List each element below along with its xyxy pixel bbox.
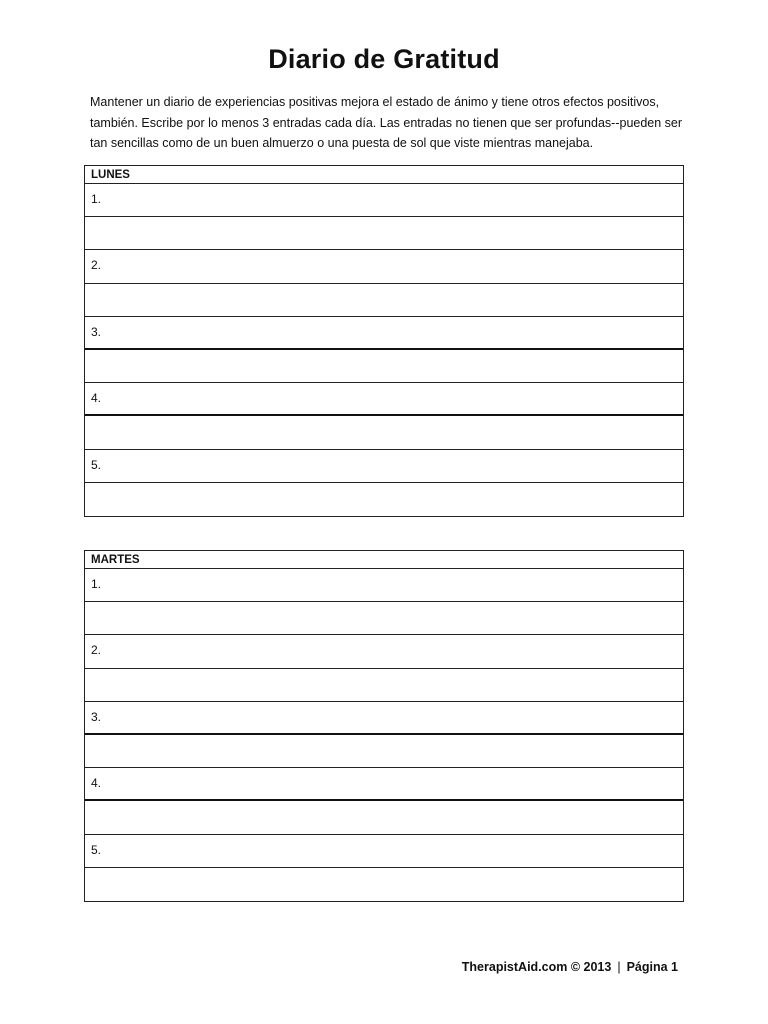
entry-line[interactable] xyxy=(85,735,683,768)
entry-row[interactable] xyxy=(85,317,683,350)
entry-line[interactable] xyxy=(85,801,683,834)
entry-row[interactable] xyxy=(85,835,683,868)
entry-row[interactable] xyxy=(85,635,683,668)
entry-line[interactable] xyxy=(85,416,683,449)
footer-page-number: Página 1 xyxy=(626,960,678,974)
entry-row[interactable] xyxy=(85,569,683,602)
footer-separator: | xyxy=(617,960,621,974)
entry-row[interactable] xyxy=(85,250,683,283)
entry-line[interactable] xyxy=(85,217,683,250)
entry-line[interactable] xyxy=(85,350,683,383)
entry-row[interactable] xyxy=(85,702,683,735)
entry-row[interactable] xyxy=(85,768,683,801)
entry-number: 5. xyxy=(91,842,102,857)
entry-number: 4. xyxy=(91,391,102,406)
entry-number: 1. xyxy=(91,192,102,206)
footer-site: TherapistAid.com © 2013 xyxy=(461,960,612,974)
entry-row[interactable] xyxy=(85,450,683,483)
entry-line[interactable] xyxy=(85,868,683,901)
entry-line[interactable] xyxy=(85,284,683,317)
entry-number: 1. xyxy=(91,577,102,591)
intro-paragraph: Mantener un diario de experiencias positivas mejora el estado de ánimo y tiene otros efectos positivos, también. Escribe por lo menos 3 entradas cada día. Las entradas no tienen que ser profundas--pueden ser tan sencillas como de un buen almuerzo o una puesta de sol que viste mientras manejaba. xyxy=(90,95,683,150)
day-header: LUNES xyxy=(85,166,683,184)
entry-number: 3. xyxy=(91,324,102,339)
entry-number: 2. xyxy=(91,258,102,273)
entry-row[interactable] xyxy=(85,383,683,416)
entry-number: 4. xyxy=(91,776,102,791)
entry-line[interactable] xyxy=(85,483,683,516)
entry-line[interactable] xyxy=(85,602,683,635)
entry-number: 3. xyxy=(91,709,102,724)
day-header: MARTES xyxy=(85,551,683,569)
day-table-martes xyxy=(84,550,684,902)
day-table-lunes xyxy=(84,165,684,517)
entry-line[interactable] xyxy=(85,669,683,702)
entry-number: 2. xyxy=(91,643,102,658)
entry-row[interactable] xyxy=(85,184,683,217)
page-footer xyxy=(462,960,678,974)
entry-number: 5. xyxy=(91,457,102,472)
page-title: Diario de Gratitud xyxy=(268,44,500,74)
